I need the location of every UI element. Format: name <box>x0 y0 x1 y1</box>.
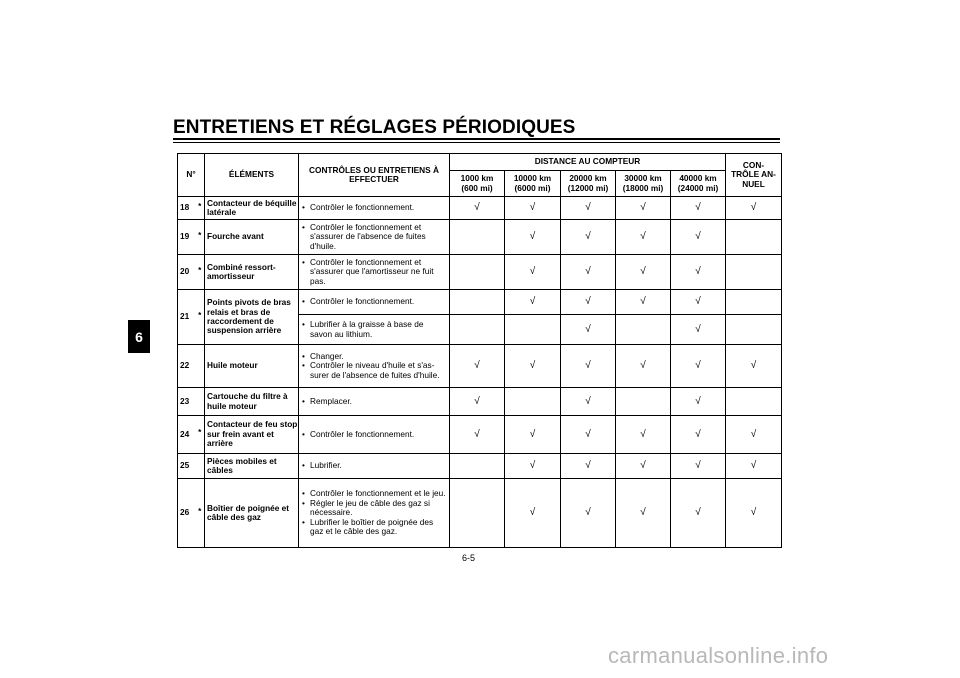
check-cell <box>671 197 726 220</box>
maintenance-actions <box>299 345 450 388</box>
check-mark: √ <box>640 296 646 308</box>
dealer-service-asterisk: * <box>196 416 205 454</box>
check-mark: √ <box>585 323 591 335</box>
header-distance-col <box>505 171 561 197</box>
check-cell <box>726 315 782 345</box>
title-rule <box>173 138 780 140</box>
table-row <box>178 479 782 548</box>
header-distance-col <box>561 171 616 197</box>
check-cell <box>726 479 782 548</box>
check-cell <box>450 388 505 416</box>
check-cell <box>616 197 671 220</box>
dealer-service-asterisk: * <box>196 220 205 255</box>
check-cell <box>561 220 616 255</box>
maintenance-actions <box>299 290 450 315</box>
check-cell <box>450 220 505 255</box>
check-cell <box>726 454 782 479</box>
maintenance-actions <box>299 479 450 548</box>
check-mark: √ <box>695 428 701 440</box>
header-km-label: 1000 km <box>460 173 494 184</box>
action-item: • Contrôler le fonctionnement et le jeu. <box>301 489 447 498</box>
element-name: Points pivots de bras relais et bras de raccordement de suspension arrière <box>205 290 299 345</box>
dealer-service-asterisk: * <box>196 197 205 220</box>
header-distance-col <box>671 171 726 197</box>
check-cell <box>616 479 671 548</box>
check-cell <box>671 388 726 416</box>
header-num: N° <box>178 154 205 197</box>
check-cell <box>616 290 671 315</box>
row-number: 19 <box>178 220 196 255</box>
check-cell <box>505 315 561 345</box>
check-cell <box>671 315 726 345</box>
row-number: 18 <box>178 197 196 220</box>
check-mark: √ <box>474 202 480 214</box>
check-cell <box>450 197 505 220</box>
check-mark: √ <box>585 360 591 372</box>
table-row <box>178 388 782 416</box>
check-cell <box>505 388 561 416</box>
action-item: • Contrôler le fonctionnement et s'assurer que l'amortisseur ne fuit pas. <box>301 258 447 286</box>
table-row <box>178 454 782 479</box>
action-item: • Lubrifier le boîtier de poignée des gaz et le câble des gaz. <box>301 518 447 537</box>
check-cell <box>561 454 616 479</box>
check-cell <box>616 388 671 416</box>
check-cell <box>505 454 561 479</box>
header-km-label: 10000 km <box>513 173 552 184</box>
element-name: Boîtier de poignée et câble des gaz <box>205 479 299 548</box>
check-mark: √ <box>640 266 646 278</box>
dealer-service-asterisk <box>196 454 205 479</box>
row-number: 21 <box>178 290 196 345</box>
check-cell <box>505 290 561 315</box>
check-cell <box>505 479 561 548</box>
check-cell <box>616 416 671 454</box>
check-mark: √ <box>585 428 591 440</box>
element-name: Combiné ressort-amortisseur <box>205 255 299 290</box>
check-cell <box>616 255 671 290</box>
header-mi-label: (600 mi) <box>461 182 493 193</box>
dealer-service-asterisk: * <box>196 255 205 290</box>
check-mark: √ <box>474 360 480 372</box>
action-item: • Contrôler le fonctionnement. <box>301 297 447 306</box>
action-item: • Changer. <box>301 352 447 361</box>
row-number: 25 <box>178 454 196 479</box>
dealer-service-asterisk: * <box>196 290 205 345</box>
check-cell <box>450 255 505 290</box>
header-km-label: 40000 km <box>679 173 717 184</box>
table-row <box>178 255 782 290</box>
header-mi-label: (24000 mi) <box>677 182 719 193</box>
element-name: Fourche avant <box>205 220 299 255</box>
maintenance-actions <box>299 315 450 345</box>
element-name: Huile moteur <box>205 345 299 388</box>
check-mark: √ <box>640 360 646 372</box>
table-row <box>178 345 782 388</box>
action-item: • Remplacer. <box>301 397 447 406</box>
check-cell <box>671 255 726 290</box>
title-rule-thin <box>173 142 780 143</box>
check-mark: √ <box>529 507 536 519</box>
header-elements: ÉLÉMENTS <box>205 154 299 197</box>
check-mark: √ <box>640 460 646 472</box>
action-item: • Contrôler le fonctionnement. <box>301 430 447 439</box>
row-number: 24 <box>178 416 196 454</box>
check-cell <box>671 454 726 479</box>
row-number: 23 <box>178 388 196 416</box>
check-mark: √ <box>640 507 646 519</box>
check-cell <box>561 255 616 290</box>
element-name: Contacteur de feu stop sur frein avant et arrière <box>205 416 299 454</box>
maintenance-actions <box>299 220 450 255</box>
check-cell <box>561 388 616 416</box>
check-cell <box>671 479 726 548</box>
action-item: • Contrôler le fonctionnement. <box>301 203 447 212</box>
page-title: ENTRETIENS ET RÉGLAGES PÉRIODIQUES <box>173 117 576 138</box>
row-number: 26 <box>178 479 196 548</box>
check-mark: √ <box>695 360 701 372</box>
check-cell <box>450 454 505 479</box>
check-mark: √ <box>585 460 591 472</box>
check-cell <box>671 220 726 255</box>
check-cell <box>450 290 505 315</box>
check-mark: √ <box>695 323 701 335</box>
check-cell <box>616 345 671 388</box>
check-mark: √ <box>585 266 591 278</box>
page-number: 6-5 <box>462 553 476 563</box>
check-mark: √ <box>695 395 701 407</box>
check-cell <box>505 255 561 290</box>
check-cell <box>561 290 616 315</box>
row-number: 22 <box>178 345 196 388</box>
table-row <box>178 220 782 255</box>
check-cell <box>671 290 726 315</box>
check-cell <box>726 255 782 290</box>
check-mark: √ <box>750 507 757 519</box>
check-mark: √ <box>585 395 591 407</box>
check-cell <box>561 479 616 548</box>
check-cell <box>726 345 782 388</box>
action-item: • Contrôler le niveau d'huile et s'as-surer de l'absence de fuites d'huile. <box>301 361 447 380</box>
check-cell <box>505 345 561 388</box>
check-cell <box>450 416 505 454</box>
check-mark: √ <box>640 202 646 214</box>
check-cell <box>616 454 671 479</box>
check-cell <box>726 197 782 220</box>
check-mark: √ <box>474 395 480 407</box>
maintenance-actions <box>299 388 450 416</box>
chapter-tab: 6 <box>128 320 150 353</box>
check-cell <box>505 220 561 255</box>
check-mark: √ <box>529 360 536 372</box>
check-mark: √ <box>695 507 701 519</box>
maintenance-table <box>177 153 782 548</box>
check-cell <box>561 315 616 345</box>
check-cell <box>671 416 726 454</box>
check-cell <box>726 416 782 454</box>
check-mark: √ <box>695 231 701 243</box>
check-mark: √ <box>640 428 646 440</box>
check-mark: √ <box>750 202 757 214</box>
element-name: Contacteur de béquille latérale <box>205 197 299 220</box>
header-annual-check: CON- TRÔLE AN- NUEL <box>726 154 782 197</box>
check-mark: √ <box>529 266 536 278</box>
table-row <box>178 416 782 454</box>
check-cell <box>561 416 616 454</box>
check-mark: √ <box>585 296 591 308</box>
table-row <box>178 197 782 220</box>
header-controls: CONTRÔLES OU ENTRETIENS À EFFECTUER <box>299 154 450 197</box>
header-mi-label: (6000 mi) <box>514 182 551 193</box>
check-cell <box>671 345 726 388</box>
header-distance-col <box>450 171 505 197</box>
table-row <box>178 290 782 315</box>
maintenance-actions <box>299 416 450 454</box>
check-mark: √ <box>529 202 536 214</box>
check-mark: √ <box>529 231 536 243</box>
check-cell <box>450 315 505 345</box>
check-cell <box>505 416 561 454</box>
check-mark: √ <box>529 296 536 308</box>
check-mark: √ <box>585 231 591 243</box>
action-item: • Régler le jeu de câble des gaz si nécessaire. <box>301 499 447 518</box>
action-item: • Lubrifier à la graisse à base de savon au lithium. <box>301 320 447 339</box>
row-number: 20 <box>178 255 196 290</box>
check-cell <box>726 220 782 255</box>
check-cell <box>505 197 561 220</box>
check-mark: √ <box>529 460 536 472</box>
dealer-service-asterisk: * <box>196 479 205 548</box>
check-mark: √ <box>750 460 757 472</box>
check-cell <box>450 345 505 388</box>
check-mark: √ <box>695 266 701 278</box>
action-item: • Contrôler le fonctionnement et s'assurer de l'absence de fuites d'huile. <box>301 223 447 251</box>
header-mi-label: (12000 mi) <box>567 182 609 193</box>
check-mark: √ <box>585 202 591 214</box>
check-cell <box>561 345 616 388</box>
check-mark: √ <box>695 202 701 214</box>
header-mi-label: (18000 mi) <box>622 182 664 193</box>
header-km-label: 30000 km <box>624 173 662 184</box>
check-cell <box>616 315 671 345</box>
dealer-service-asterisk <box>196 388 205 416</box>
check-cell <box>616 220 671 255</box>
check-cell <box>450 479 505 548</box>
check-mark: √ <box>750 428 757 440</box>
check-cell <box>561 197 616 220</box>
dealer-service-asterisk <box>196 345 205 388</box>
header-distance-col <box>616 171 671 197</box>
check-mark: √ <box>585 507 591 519</box>
check-mark: √ <box>640 231 646 243</box>
watermark-text: carmanualsonline.info <box>608 643 829 668</box>
check-cell <box>726 290 782 315</box>
element-name: Cartouche du filtre à huile moteur <box>205 388 299 416</box>
check-cell <box>726 388 782 416</box>
check-mark: √ <box>750 360 757 372</box>
maintenance-actions <box>299 197 450 220</box>
action-item: • Lubrifier. <box>301 461 447 470</box>
check-mark: √ <box>474 428 480 440</box>
check-mark: √ <box>695 296 701 308</box>
check-mark: √ <box>529 428 536 440</box>
maintenance-actions <box>299 454 450 479</box>
maintenance-actions <box>299 255 450 290</box>
header-distance: DISTANCE AU COMPTEUR <box>450 154 726 171</box>
element-name: Pièces mobiles et câbles <box>205 454 299 479</box>
check-mark: √ <box>695 460 701 472</box>
header-km-label: 20000 km <box>569 173 607 184</box>
